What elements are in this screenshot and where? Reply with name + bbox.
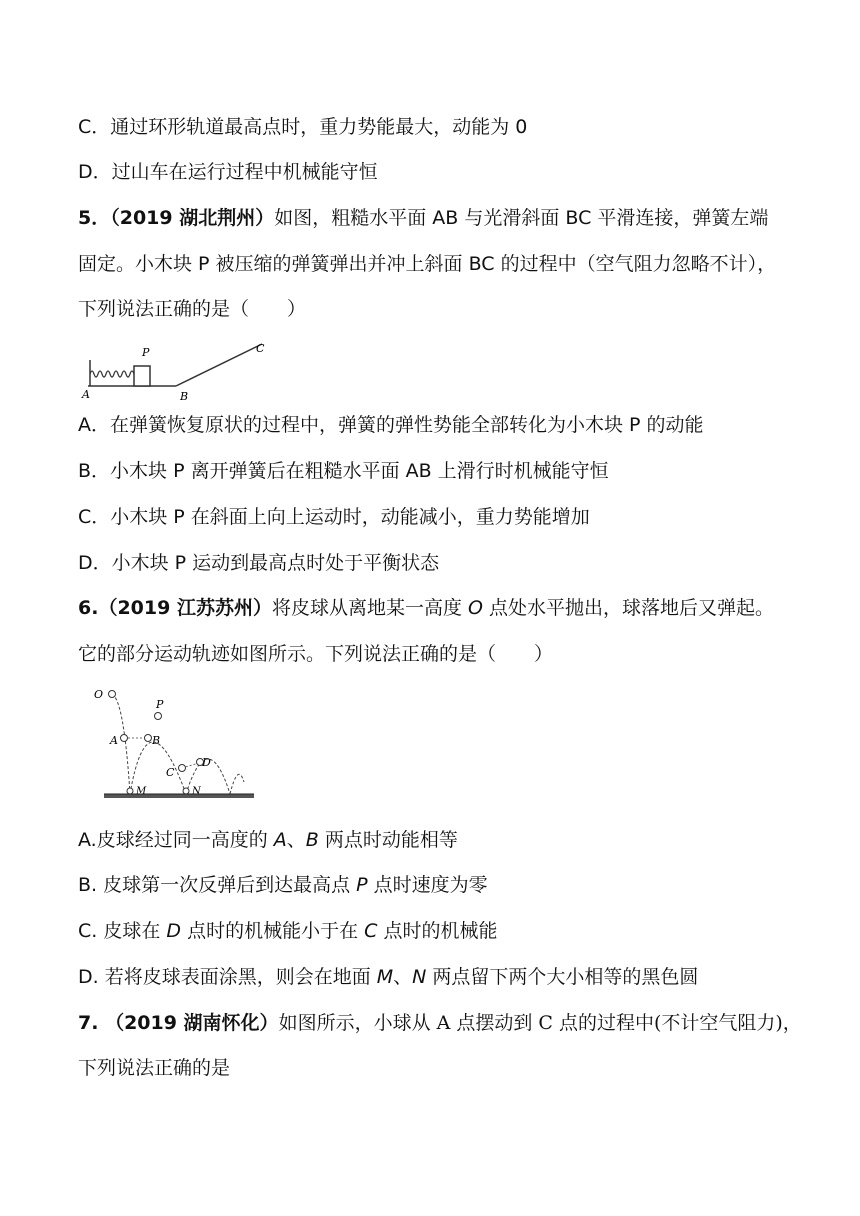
q6-label-d: D	[202, 756, 211, 769]
q7-source: （2019 湖南怀化）	[105, 1012, 279, 1034]
q6-ball-m	[127, 788, 133, 794]
q6-label-m: M	[136, 786, 147, 797]
q6-figure	[90, 682, 260, 804]
q7-stem-text-1: 如图所示，小球从 A 点摆动到 C 点的过程中(不计空气阻力)，	[278, 1012, 802, 1034]
q6-option-c-point-d: D	[166, 920, 182, 942]
q6-label-n: N	[192, 786, 201, 797]
q5-label-c: C	[256, 342, 265, 355]
q6-stem-line-2: 它的部分运动轨迹如图所示。下列说法正确的是（ ）	[78, 643, 554, 665]
q6-label-p: P	[156, 698, 164, 711]
q6-option-d-point-m: M	[376, 966, 394, 988]
q6-option-d-point-n: N	[412, 966, 427, 988]
q6-option-c-text-3: 点时的机械能	[377, 920, 498, 942]
q6-option-a-point-b: B	[305, 829, 319, 851]
q6-option-c-text-1: C. 皮球在	[78, 920, 167, 942]
q6-ball-c	[179, 765, 186, 772]
q6-trajectory-4	[230, 774, 244, 794]
q6-option-b-text-1: B. 皮球第一次反弹后到达最高点	[78, 874, 357, 896]
q5-stem-line-3: 下列说法正确的是（ ）	[78, 298, 307, 320]
q6-option-c-point-c: C	[364, 920, 378, 942]
q6-ball-b	[145, 735, 152, 742]
q6-number: 6.	[78, 597, 99, 619]
q5-option-b: B．小木块 P 离开弹簧后在粗糙水平面 AB 上滑行时机械能守恒	[78, 460, 609, 482]
q6-option-a-text-1: A.皮球经过同一高度的	[78, 829, 274, 851]
q6-stem-text-1b: 点处水平抛出，球落地后又弹起。	[482, 597, 775, 619]
q5-number: 5．	[78, 207, 111, 229]
q6-option-c-text-2: 点时的机械能小于在	[181, 920, 365, 942]
q6-stem-text-1a: 将皮球从离地某一高度	[271, 597, 468, 619]
q6-ball-n	[183, 788, 189, 794]
q6-ball-o	[109, 691, 116, 698]
q6-stem-line-1	[78, 596, 774, 620]
q5-block-p	[134, 366, 150, 386]
q7-stem-line-2: 下列说法正确的是	[78, 1057, 231, 1079]
q7-number: 7.	[78, 1012, 106, 1034]
q6-ground	[104, 794, 254, 798]
q6-option-a-sep: 、	[286, 829, 306, 851]
q4-option-d: D．过山车在运行过程中机械能守恒	[78, 161, 378, 183]
q6-option-d-text-2: 两点留下两个大小相等的黑色圆	[426, 966, 699, 988]
q4-option-c: C．通过环形轨道最高点时，重力势能最大，动能为 0	[78, 116, 528, 138]
q5-figure	[80, 338, 280, 402]
q5-incline-bc	[176, 344, 262, 386]
q5-spring	[90, 371, 134, 377]
q6-option-a-text-2: 两点时动能相等	[318, 829, 458, 851]
q6-option-d	[78, 965, 698, 989]
q5-stem-text-1: 如图，粗糙水平面 AB 与光滑斜面 BC 平滑连接，弹簧左端	[274, 207, 769, 229]
q6-source: （2019 江苏苏州）	[98, 597, 272, 619]
q6-ball-p	[155, 713, 162, 720]
q5-label-a: A	[82, 388, 90, 401]
q6-option-c	[78, 919, 497, 943]
q6-option-d-text-1: D. 若将皮球表面涂黑，则会在地面	[78, 966, 377, 988]
q6-label-a: A	[110, 734, 118, 747]
q6-option-b	[78, 873, 488, 897]
q6-stem-point-o: O	[468, 597, 483, 619]
q5-stem-line-1	[78, 206, 768, 230]
q6-option-a-point-a: A	[273, 829, 287, 851]
q6-option-b-point-p: P	[356, 874, 368, 896]
q6-ball-a	[121, 735, 128, 742]
q5-label-b: B	[180, 390, 189, 402]
q5-stem-line-2: 固定。小木块 P 被压缩的弹簧弹出并冲上斜面 BC 的过程中（空气阻力忽略不计），	[78, 253, 777, 275]
q5-option-a: A．在弹簧恢复原状的过程中，弹簧的弹性势能全部转化为小木块 P 的动能	[78, 414, 704, 436]
q5-source: （2019 湖北荆州）	[110, 207, 275, 229]
q5-label-p: P	[142, 346, 150, 359]
q6-label-c: C	[166, 766, 175, 779]
q6-option-a	[78, 828, 458, 852]
q6-option-b-text-2: 点时速度为零	[367, 874, 488, 896]
q7-stem-line-1	[78, 1011, 802, 1035]
q6-option-d-sep: 、	[393, 966, 413, 988]
q6-label-o: O	[94, 688, 104, 701]
q6-label-b: B	[152, 734, 161, 747]
q5-option-d: D．小木块 P 运动到最高点时处于平衡状态	[78, 552, 440, 574]
q5-option-c: C．小木块 P 在斜面上向上运动时，动能减小，重力势能增加	[78, 506, 590, 528]
